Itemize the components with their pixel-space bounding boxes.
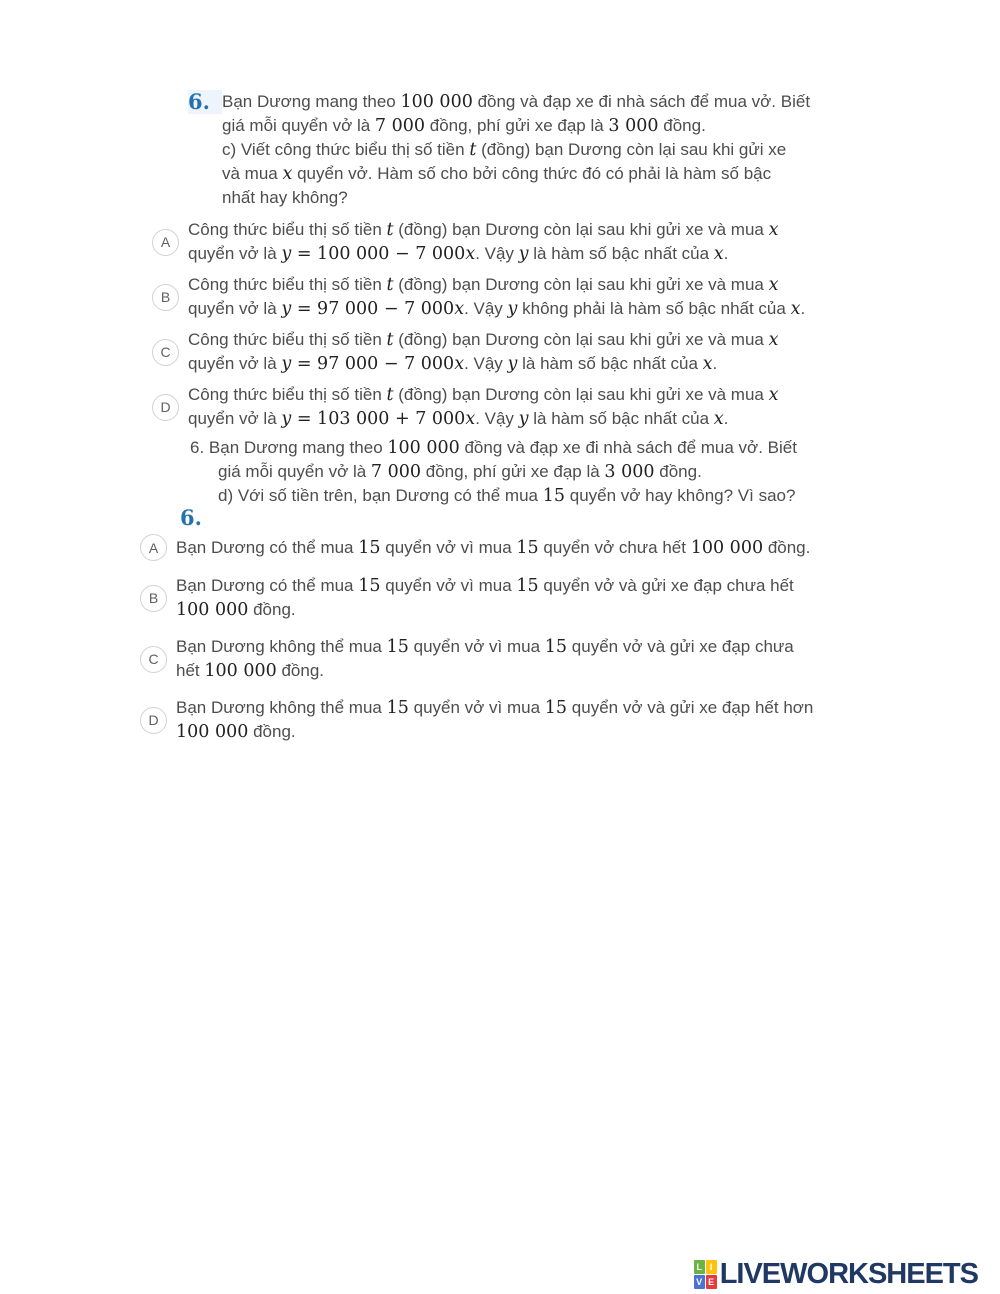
option-text-line: Bạn Dương có thể mua 15 quyển vở vì mua 15 quyển vở và gửi xe đạp chưa hết <box>176 576 794 596</box>
liveworksheets-logo-icon <box>694 1260 717 1289</box>
option-text-line: quyển vở là y = 97 000 − 7 000x. Vậy y là hàm số bậc nhất của x. <box>188 354 718 374</box>
option-c-a-radio[interactable]: A <box>152 229 179 256</box>
option-row-d-d[interactable] <box>140 696 1000 744</box>
option-row-c-b[interactable] <box>152 273 1000 321</box>
option-d-a-radio[interactable]: A <box>140 534 167 561</box>
option-text-line: Bạn Dương không thể mua 15 quyển vở vì mua 15 quyển vở và gửi xe đạp hết hơn <box>176 698 814 718</box>
option-c-c-text <box>188 328 778 376</box>
option-c-b-text <box>188 273 805 321</box>
option-c-a-text <box>188 218 778 266</box>
option-c-c-radio[interactable]: C <box>152 339 179 366</box>
question-text-line: 6. Bạn Dương mang theo 100 000 đồng và đạp xe đi nhà sách để mua vở. Biết <box>190 438 797 458</box>
question-text-line: d) Với số tiền trên, bạn Dương có thể mua 15 quyển vở hay không? Vì sao? <box>218 486 796 506</box>
option-text-line: 100 000 đồng. <box>176 722 296 742</box>
option-text-line: Công thức biểu thị số tiền t (đồng) bạn Dương còn lại sau khi gửi xe và mua x <box>188 275 779 295</box>
option-text-line: Công thức biểu thị số tiền t (đồng) bạn Dương còn lại sau khi gửi xe và mua x <box>188 220 779 240</box>
option-d-c-radio[interactable]: C <box>140 646 167 673</box>
question-text-line: nhất hay không? <box>222 188 348 207</box>
option-text-line: Công thức biểu thị số tiền t (đồng) bạn Dương còn lại sau khi gửi xe và mua x <box>188 330 779 350</box>
option-row-d-c[interactable] <box>140 635 1000 683</box>
logo-letter-e: E <box>706 1275 717 1289</box>
question-text-line: c) Viết công thức biểu thị số tiền t (đồng) bạn Dương còn lại sau khi gửi xe <box>222 140 787 160</box>
liveworksheets-wordmark: LIVEWORKSHEETS <box>719 1258 978 1290</box>
option-d-a-text <box>176 536 810 560</box>
option-text-line: 100 000 đồng. <box>176 600 296 620</box>
question-text-line: và mua x quyển vở. Hàm số cho bởi công thức đó có phải là hàm số bậc <box>222 164 772 184</box>
option-text-line: quyển vở là y = 103 000 + 7 000x. Vậy y là hàm số bậc nhất của x. <box>188 409 729 429</box>
option-c-d-radio[interactable]: D <box>152 394 179 421</box>
liveworksheets-logo <box>694 1259 978 1289</box>
option-d-d-text <box>176 696 813 744</box>
option-text-line: quyển vở là y = 97 000 − 7 000x. Vậy y không phải là hàm số bậc nhất của x. <box>188 299 806 319</box>
option-d-d-radio[interactable]: D <box>140 707 167 734</box>
option-row-c-a[interactable] <box>152 218 1000 266</box>
question-6c <box>188 90 1000 210</box>
question-6c-text <box>222 90 810 210</box>
option-d-b-radio[interactable]: B <box>140 585 167 612</box>
option-row-d-b[interactable] <box>140 574 1000 622</box>
option-text-line: Công thức biểu thị số tiền t (đồng) bạn Dương còn lại sau khi gửi xe và mua x <box>188 385 779 405</box>
question-text-line: Bạn Dương mang theo 100 000 đồng và đạp xe đi nhà sách để mua vở. Biết <box>222 92 811 112</box>
option-text-line: Bạn Dương có thể mua 15 quyển vở vì mua 15 quyển vở chưa hết 100 000 đồng. <box>176 537 811 558</box>
option-c-d-text <box>188 383 778 431</box>
option-text-line: Bạn Dương không thể mua 15 quyển vở vì mua 15 quyển vở và gửi xe đạp chưa <box>176 637 794 657</box>
option-row-c-d[interactable] <box>152 383 1000 431</box>
question-6d-number: 6. <box>180 505 202 530</box>
question-text-line: giá mỗi quyển vở là 7 000 đồng, phí gửi xe đạp là 3 000 đồng. <box>222 116 706 136</box>
question-6c-number: 6. <box>188 90 222 114</box>
logo-letter-l: L <box>694 1260 705 1274</box>
option-row-c-c[interactable] <box>152 328 1000 376</box>
option-text-line: hết 100 000 đồng. <box>176 661 324 681</box>
option-d-b-text <box>176 574 794 622</box>
option-text-line: quyển vở là y = 100 000 − 7 000x. Vậy y là hàm số bậc nhất của x. <box>188 244 729 264</box>
question-6d <box>190 436 1000 508</box>
option-c-b-radio[interactable]: B <box>152 284 179 311</box>
logo-letter-i: I <box>706 1260 717 1274</box>
question-text-line: giá mỗi quyển vở là 7 000 đồng, phí gửi xe đạp là 3 000 đồng. <box>218 462 702 482</box>
option-row-d-a[interactable] <box>140 534 1000 561</box>
logo-letter-v: V <box>694 1275 705 1289</box>
option-d-c-text <box>176 635 794 683</box>
